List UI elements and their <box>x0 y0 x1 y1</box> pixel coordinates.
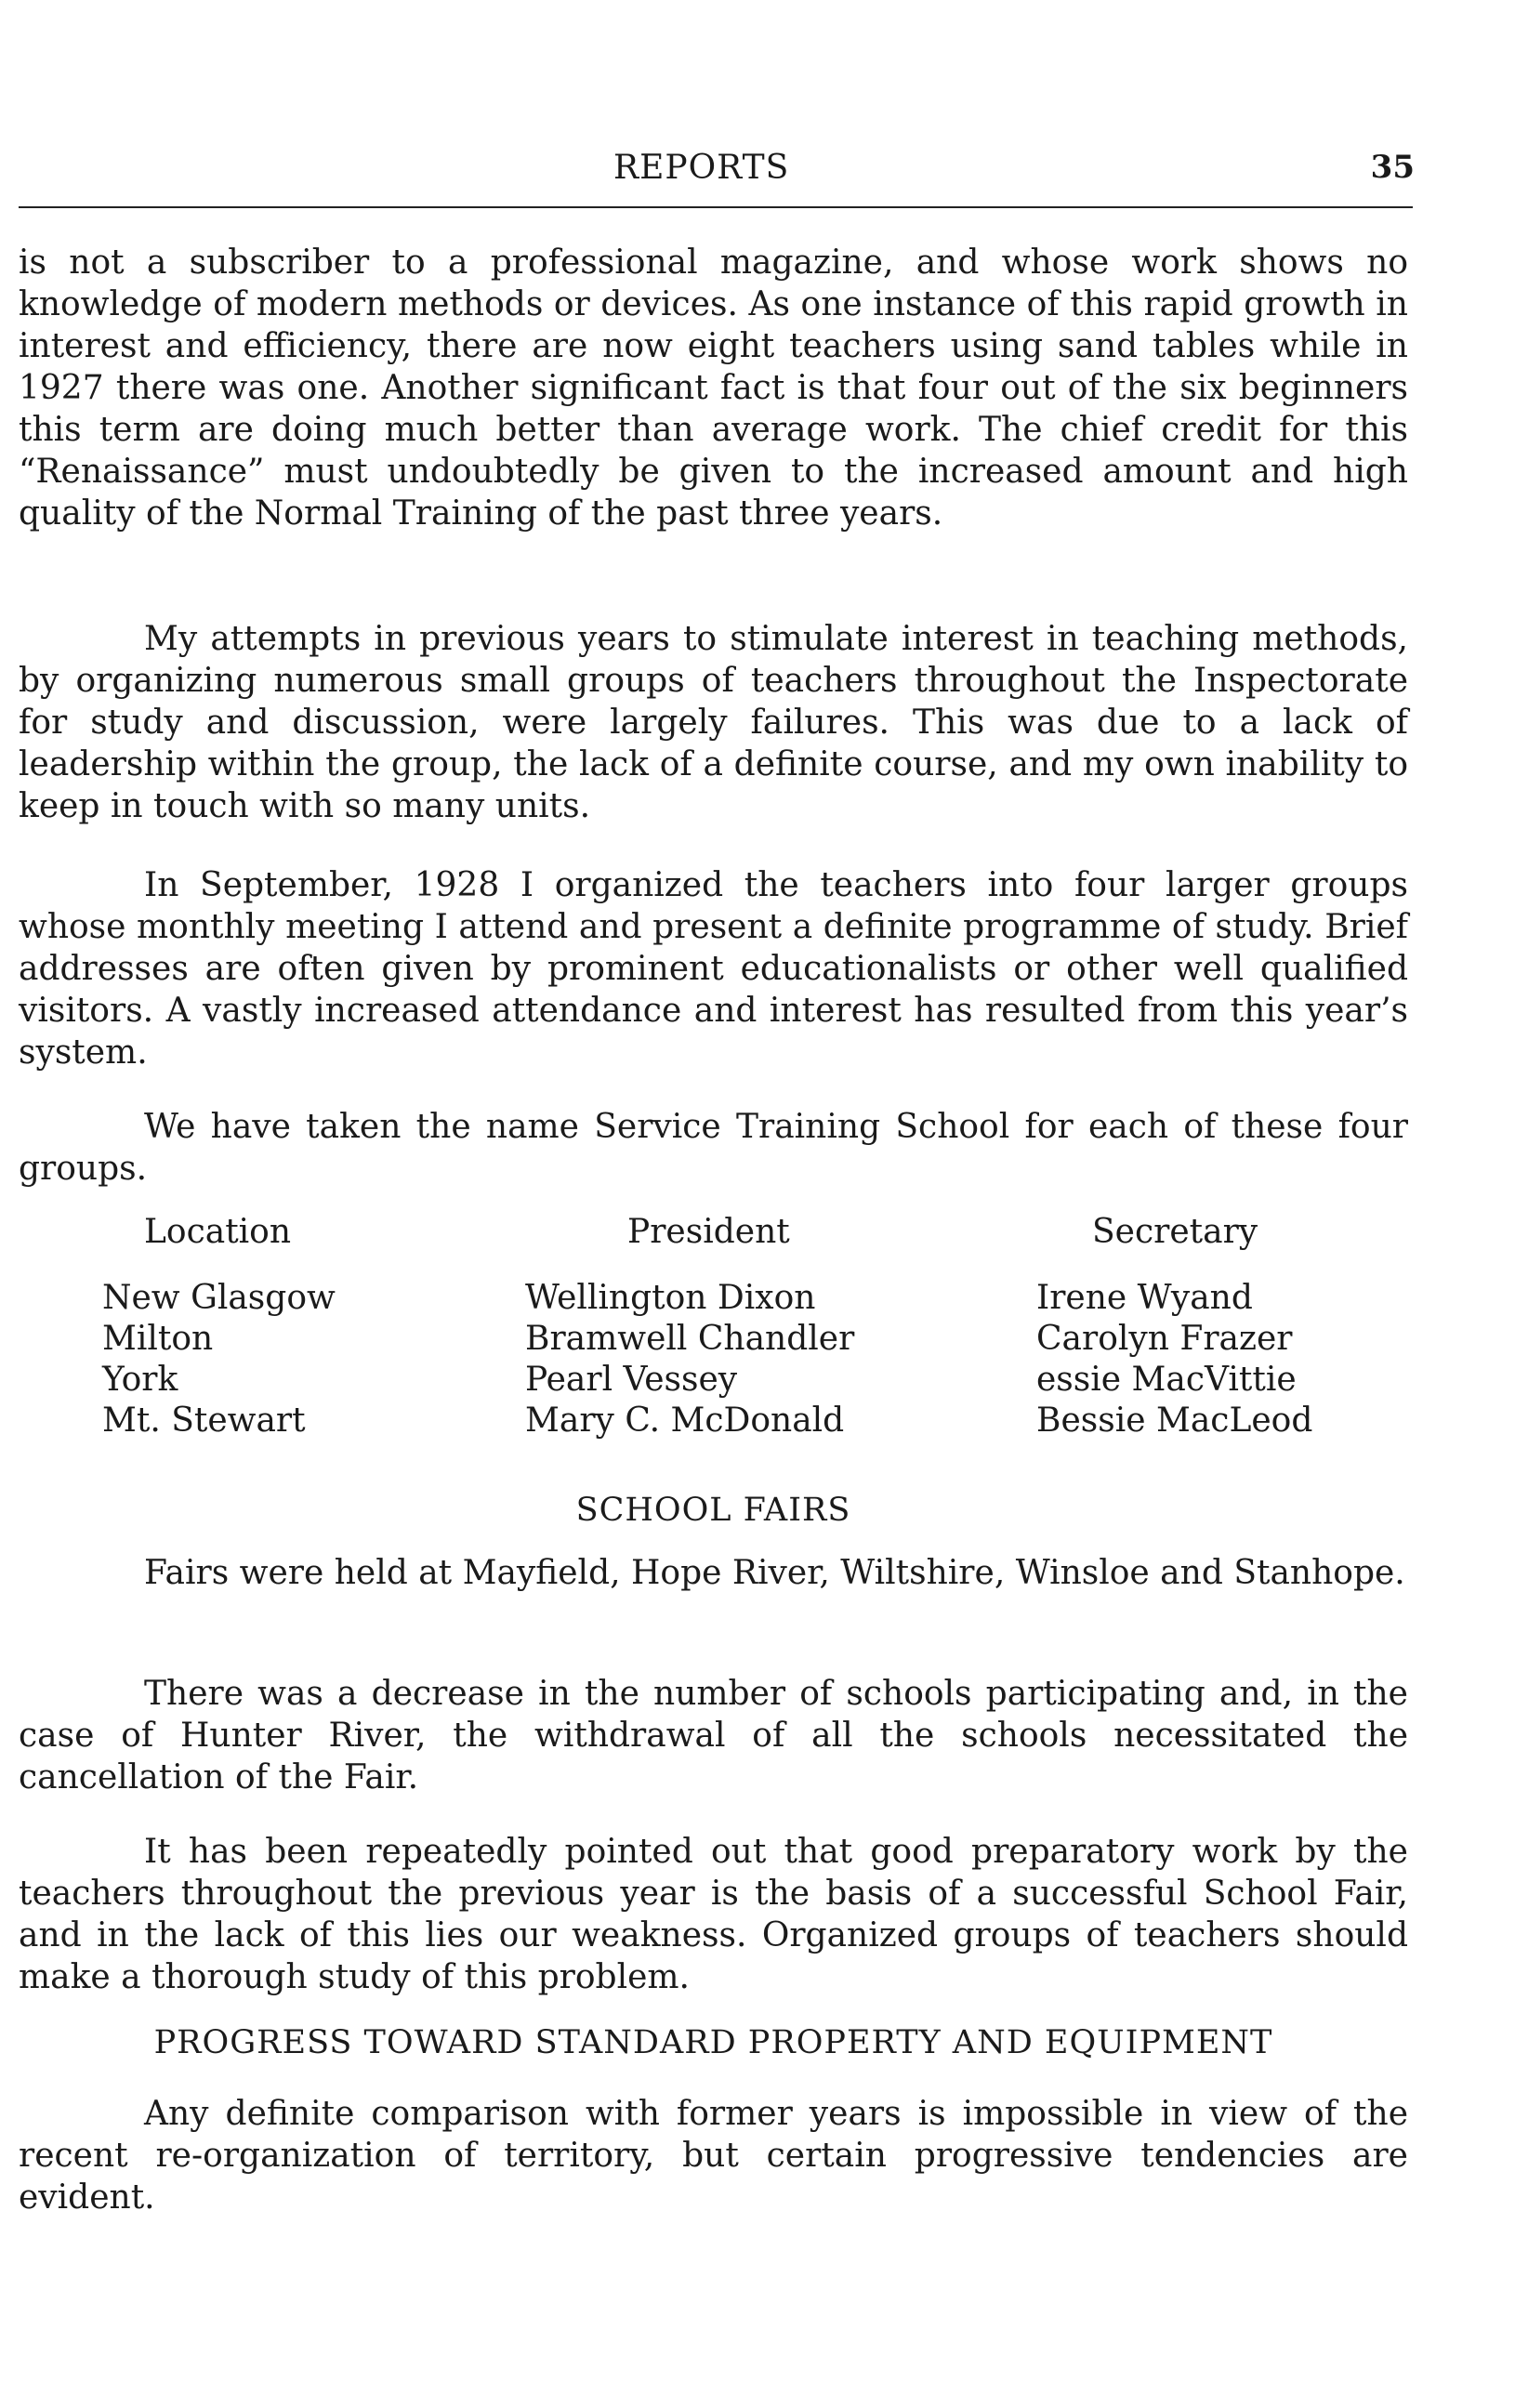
table-cell: Irene Wyand <box>1036 1279 1253 1317</box>
table-cell: Bramwell Chandler <box>525 1320 855 1358</box>
paragraph-service-training: We have taken the name Service Training School for each of these four groups. <box>19 1108 1408 1188</box>
table-cell: Bessie MacLeod <box>1036 1401 1313 1440</box>
page-header <box>19 149 1413 204</box>
paragraph-fairs-held: Fairs were held at Mayfield, Hope River, Wiltshire, Winsloe and Stanhope. <box>144 1554 1405 1592</box>
location-column <box>102 1278 336 1441</box>
paragraph-preparatory-work: It has been repeatedly pointed out that good preparatory work by the teachers throughout the previous year is the basis of a successful School Fair, and in the lack of this lies our weakness. Organized groups of teachers should make a thorough study of this problem. <box>19 1833 1408 1996</box>
secretary-column <box>1036 1278 1312 1441</box>
table-cell: Carolyn Frazer <box>1036 1320 1293 1358</box>
groups-table <box>19 1213 1408 1454</box>
column-header-president: President <box>627 1213 790 1251</box>
paragraph-comparison: Any definite comparison with former years is impossible in view of the recent re-organization of territory, but certain progressive tendencies are evident. <box>19 2095 1408 2217</box>
table-cell: Pearl Vessey <box>525 1361 738 1399</box>
page-number: 35 <box>1370 149 1415 186</box>
section-heading-school-fairs: SCHOOL FAIRS <box>575 1492 851 1529</box>
table-cell: Milton <box>102 1320 214 1358</box>
header-rule <box>19 206 1413 208</box>
table-cell: Mary C. McDonald <box>525 1401 845 1440</box>
table-cell: New Glasgow <box>102 1279 336 1317</box>
president-column <box>525 1278 854 1441</box>
table-cell: Wellington Dixon <box>525 1279 816 1317</box>
paragraph-continuation: is not a subscriber to a professional magazine, and whose work shows no knowledge of modern methods or devices. As one instance of this rapid growth in interest and efficiency, there are now eight teachers using sand tables while in 1927 there was one. Another significant fact is that four out of the six beginners this term are doing much better than average work. The chief credit for this “Renaissance” must undoubtedly be given to the increased amount and high quality of the Normal Training of the past three years. <box>19 243 1408 533</box>
paragraph-decrease: There was a decrease in the number of schools participating and, in the case of Hunter River, the withdrawal of all the schools necessitated the cancellation of the Fair. <box>19 1675 1408 1796</box>
column-header-location: Location <box>144 1213 292 1251</box>
running-title: REPORTS <box>613 149 790 187</box>
section-heading-progress: PROGRESS TOWARD STANDARD PROPERTY AND EQUIPMENT <box>153 2024 1273 2061</box>
column-header-secretary: Secretary <box>1092 1213 1258 1251</box>
table-cell: York <box>102 1361 178 1399</box>
paragraph-september: In September, 1928 I organized the teachers into four larger groups whose monthly meeting I attend and present a definite programme of study. Brief addresses are often given by prominent educationalists or other well qualified visitors. A vastly increased attendance and interest has resulted from this year’s system. <box>19 866 1408 1072</box>
paragraph-attempts: My attempts in previous years to stimulate interest in teaching methods, by organizing numerous small groups of teachers throughout the Inspectorate for study and discussion, were largely failures. This was due to a lack of leadership within the group, the lack of a definite course, and my own inability to keep in touch with so many units. <box>19 620 1408 825</box>
table-cell: essie MacVittie <box>1036 1361 1297 1399</box>
table-cell: Mt. Stewart <box>102 1401 306 1440</box>
